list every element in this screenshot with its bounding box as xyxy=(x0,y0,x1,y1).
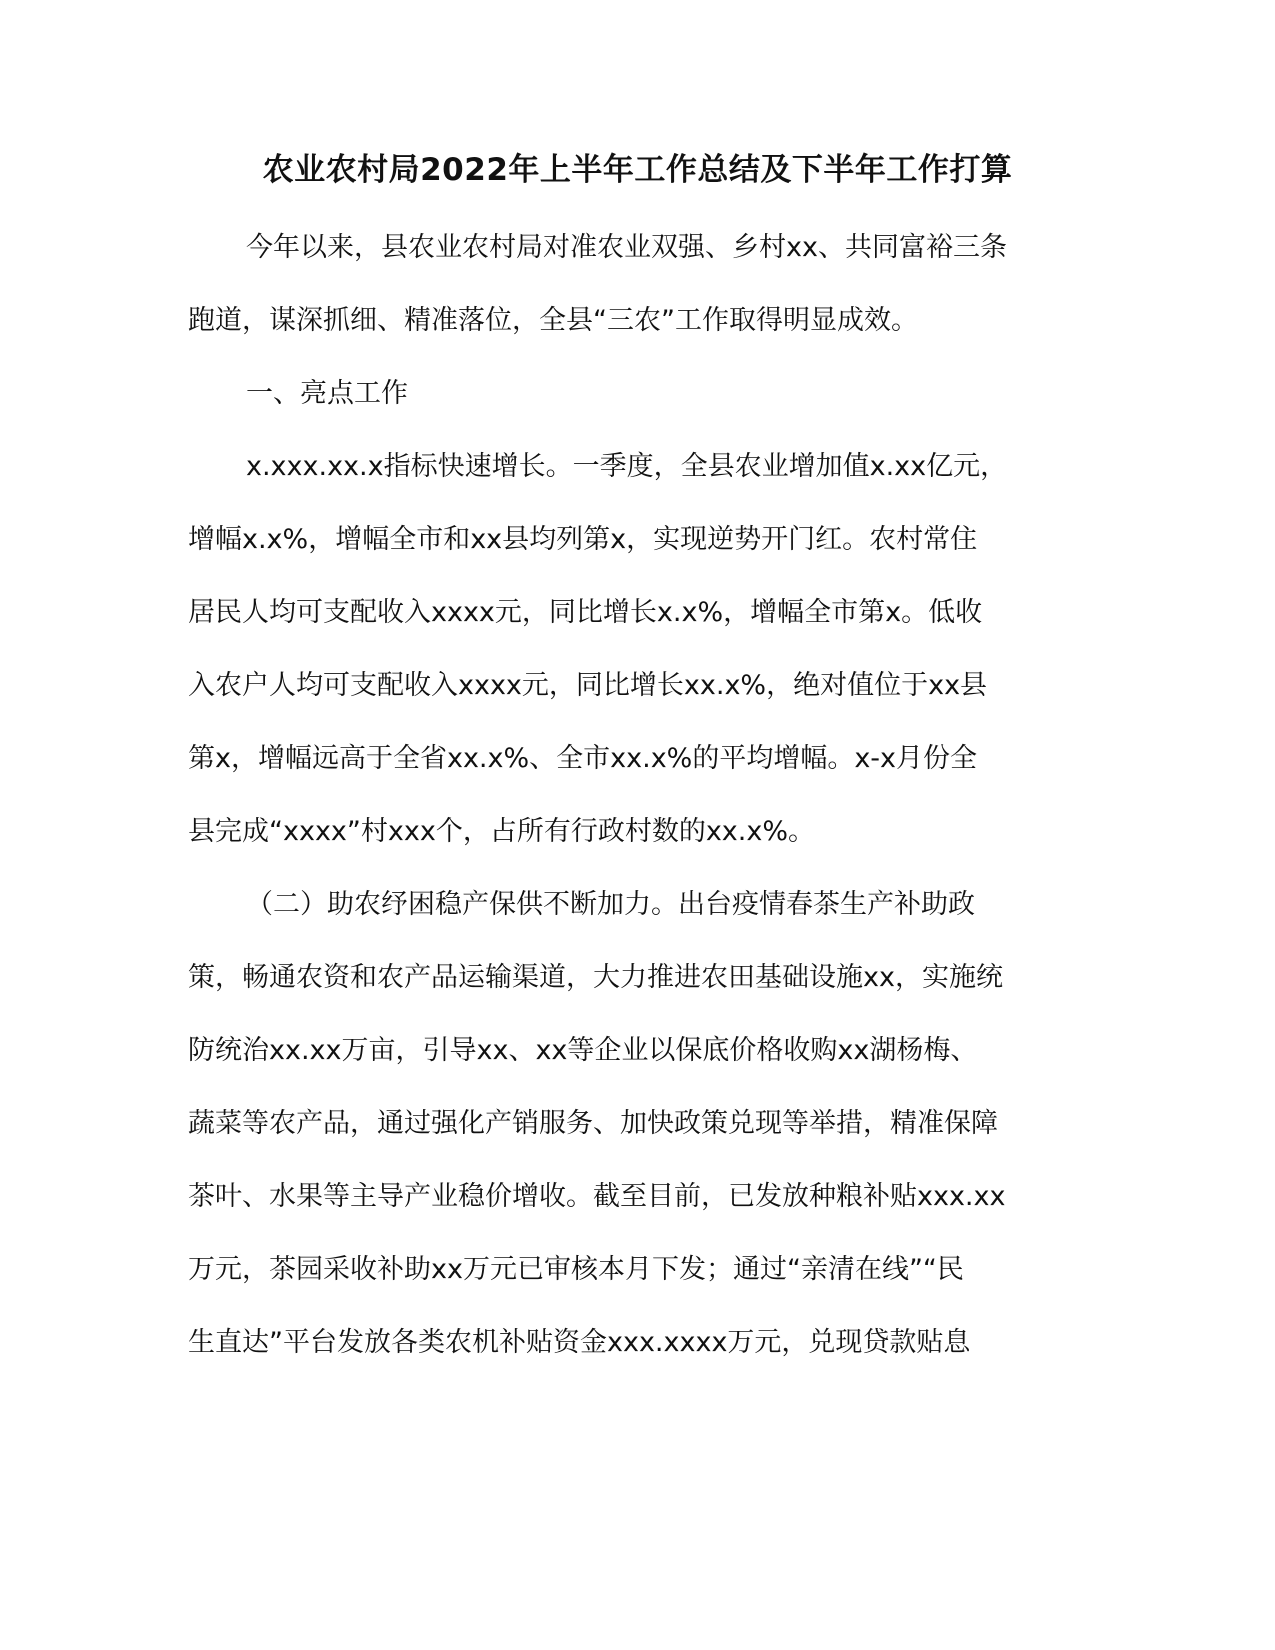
paragraph-line: 蔬菜等农产品，通过强化产销服务、加快政策兑现等举措，精准保障 xyxy=(188,1108,998,1139)
paragraph-line: 茶叶、水果等主导产业稳价增收。截至目前，已发放种粮补贴xxx.xx xyxy=(188,1181,1006,1212)
paragraph-line: 第x，增幅远高于全省xx.x%、全市xx.x%的平均增幅。x-x月份全 xyxy=(188,743,978,774)
section-heading: 一、亮点工作 xyxy=(246,378,408,409)
document-title: 农业农村局2022年上半年工作总结及下半年工作打算 xyxy=(262,152,1013,188)
paragraph-line: 万元，茶园采收补助xx万元已审核本月下发；通过“亲清在线”“民 xyxy=(188,1254,964,1285)
paragraph-line: 今年以来，县农业农村局对准农业双强、乡村xx、共同富裕三条 xyxy=(246,232,1007,263)
paragraph-line: 入农户人均可支配收入xxxx元，同比增长xx.x%，绝对值位于xx县 xyxy=(188,670,988,701)
paragraph-line: x.xxx.xx.x指标快速增长。一季度，全县农业增加值x.xx亿元， xyxy=(246,451,1008,482)
paragraph-line: （二）助农纾困稳产保供不断加力。出台疫情春茶生产补助政 xyxy=(246,889,975,920)
paragraph-line: 策，畅通农资和农产品运输渠道，大力推进农田基础设施xx，实施统 xyxy=(188,962,1003,993)
paragraph-line: 县完成“xxxx”村xxx个，占所有行政村数的xx.x%。 xyxy=(188,816,815,847)
paragraph-line: 防统治xx.xx万亩，引导xx、xx等企业以保底价格收购xx湖杨梅、 xyxy=(188,1035,978,1066)
paragraph-line: 跑道，谋深抓细、精准落位，全县“三农”工作取得明显成效。 xyxy=(188,305,918,336)
paragraph-line: 生直达”平台发放各类农机补贴资金xxx.xxxx万元，兑现贷款贴息 xyxy=(188,1327,971,1358)
paragraph-line: 增幅x.x%，增幅全市和xx县均列第x，实现逆势开门红。农村常住 xyxy=(188,524,978,555)
paragraph-line: 居民人均可支配收入xxxx元，同比增长x.x%，增幅全市第x。低收 xyxy=(188,597,983,628)
